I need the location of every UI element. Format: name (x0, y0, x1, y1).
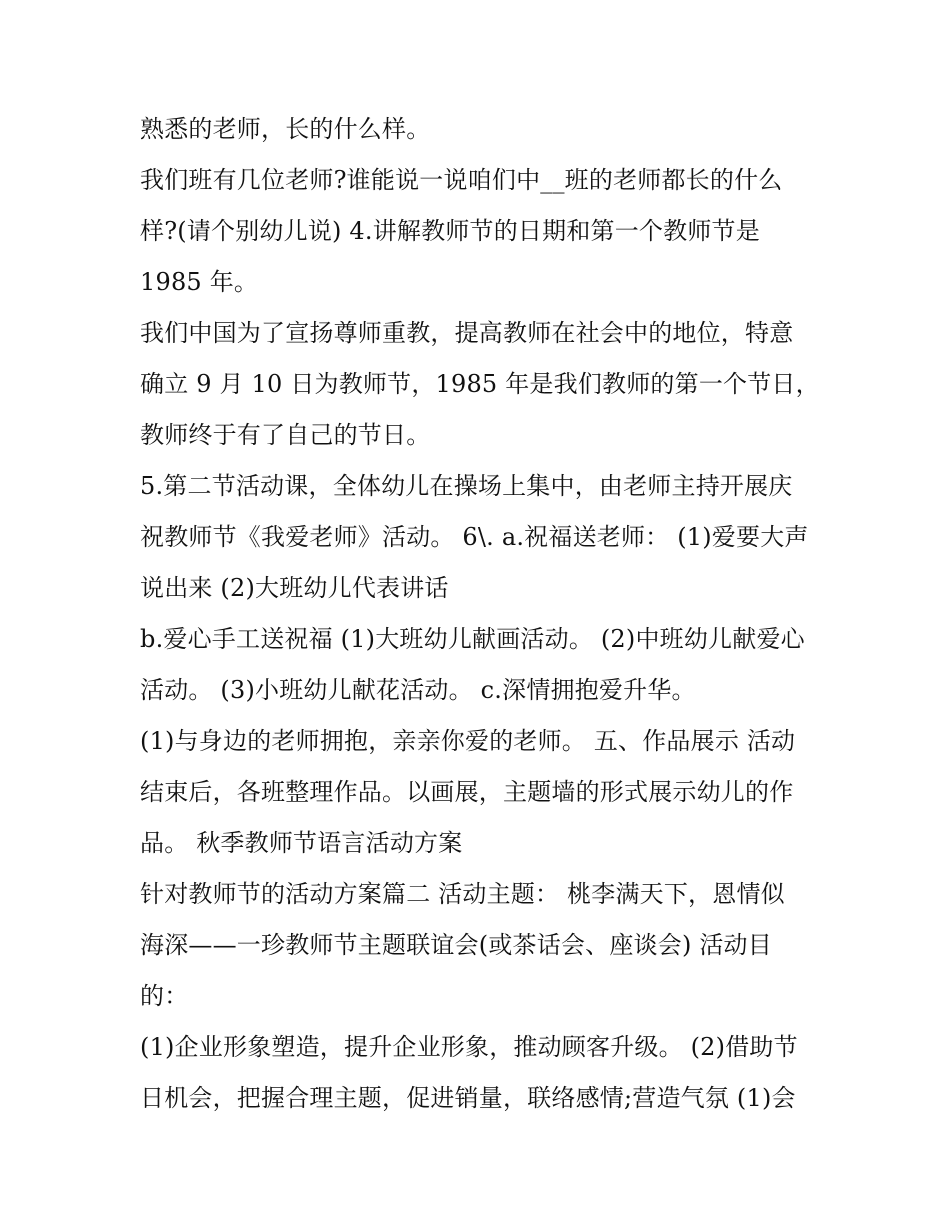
text-line-12: 活动。 (3)小班幼儿献花活动。 c.深情拥抱爱升华。 (140, 676, 696, 704)
text-line-9: 祝教师节《我爱老师》活动。 6\. a.祝福送老师： (1)爱要大声 (140, 523, 809, 551)
text-line-19: (1)企业形象塑造，提升企业形象，推动顾客升级。 (2)借助节 (140, 1033, 798, 1061)
text-line-7: 教师终于有了自己的节日。 (140, 421, 431, 449)
text-line-13: (1)与身边的老师拥抱，亲亲你爱的老师。 五、作品展示 活动 (140, 727, 796, 755)
text-line-17: 海深——一珍教师节主题联谊会(或茶话会、座谈会) 活动目 (140, 931, 772, 959)
text-line-2: 我们班有几位老师?谁能说一说咱们中__班的老师都长的什么 (140, 166, 783, 194)
text-line-4: 1985 年。 (140, 268, 259, 296)
text-line-5: 我们中国为了宣扬尊师重教，提高教师在社会中的地位，特意 (140, 319, 794, 347)
text-line-15: 品。 秋季教师节语言活动方案 (140, 829, 463, 857)
text-line-3: 样?(请个别幼儿说) 4.讲解教师节的日期和第一个教师节是 (140, 217, 760, 245)
text-line-8: 5.第二节活动课，全体幼儿在操场上集中，由老师主持开展庆 (140, 472, 793, 500)
document-body (140, 104, 830, 1124)
text-line-14: 结束后，各班整理作品。以画展，主题墙的形式展示幼儿的作 (140, 778, 794, 806)
text-line-16: 针对教师节的活动方案篇二 活动主题： 桃李满天下，恩情似 (140, 880, 785, 908)
text-line-10: 说出来 (2)大班幼儿代表讲话 (140, 574, 449, 602)
text-line-18: 的： (140, 982, 189, 1010)
text-line-20: 日机会，把握合理主题，促进销量，联络感情;营造气氛 (1)会 (140, 1084, 796, 1112)
text-line-11: b.爱心手工送祝福 (1)大班幼儿献画活动。 (2)中班幼儿献爱心 (140, 625, 805, 653)
text-line-6: 确立 9 月 10 日为教师节，1985 年是我们教师的第一个节日， (140, 370, 820, 398)
text-line-1: 熟悉的老师，长的什么样。 (140, 115, 431, 143)
